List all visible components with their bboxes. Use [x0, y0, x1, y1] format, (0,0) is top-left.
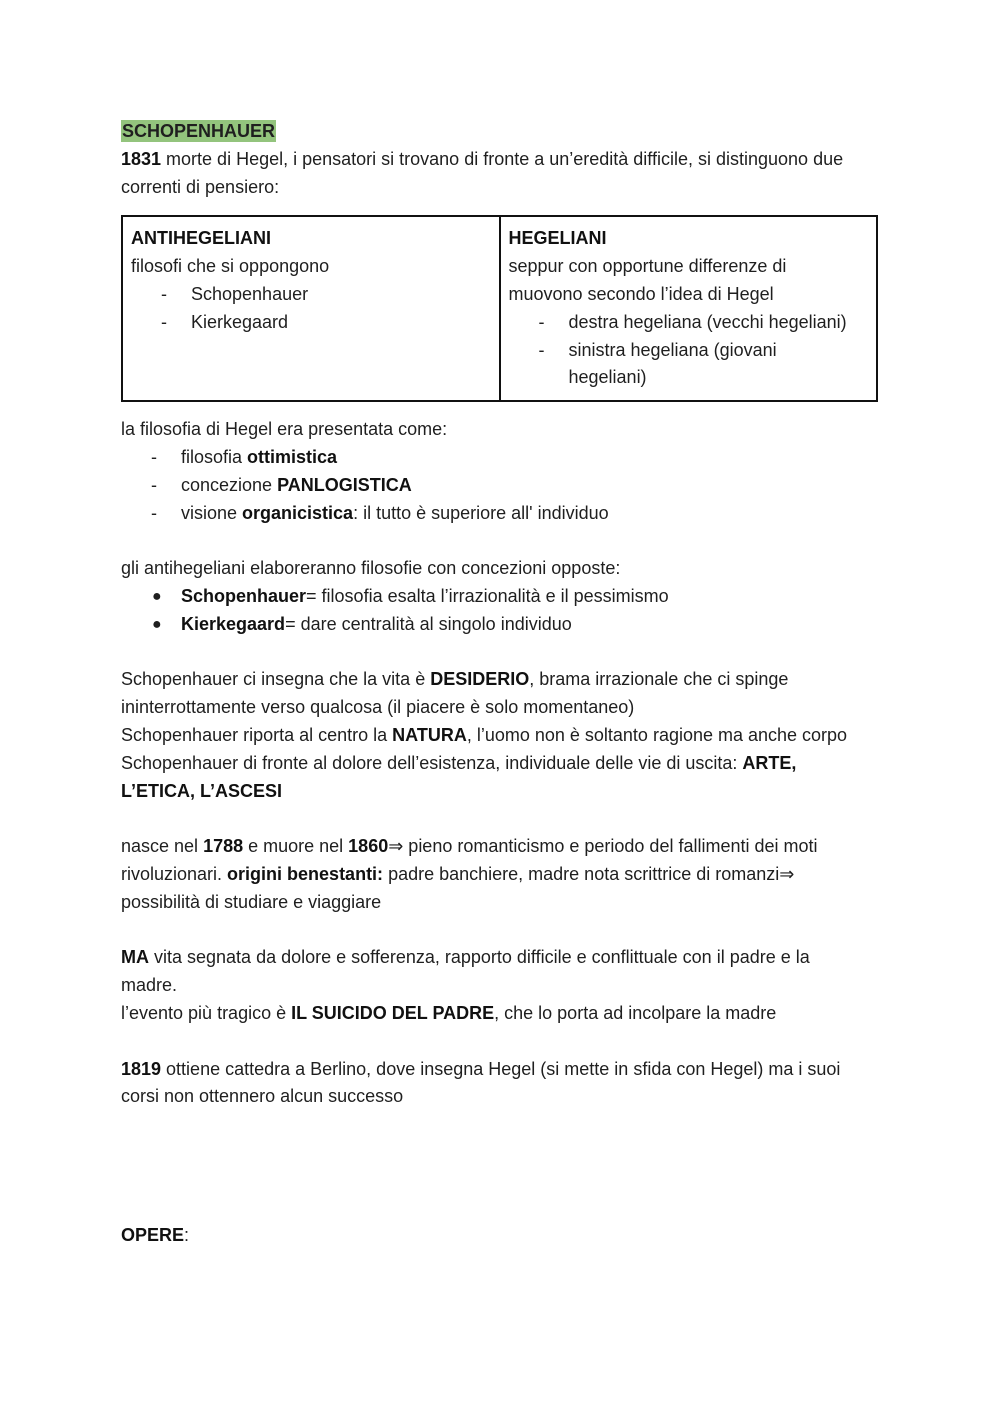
- intro-line-1: 1831 morte di Hegel, i pensatori si trovano di fronte a un’eredità difficile, si distinguono due: [121, 148, 844, 169]
- list-item: - Kierkegaard: [161, 311, 289, 332]
- desire-line-4: Schopenhauer di fronte al dolore dell’esistenza, individuale delle vie di uscita: ARTE,: [121, 752, 797, 773]
- comparison-table: [121, 215, 878, 402]
- pain-line-1: MA vita segnata da dolore e sofferenza, rapporto difficile e conflittuale con il padre e la: [121, 947, 810, 968]
- list-item: - Schopenhauer: [161, 283, 309, 304]
- antihegelian-subtitle: filosofi che si oppongono: [131, 256, 330, 277]
- list-item: - destra hegeliana (vecchi hegeliani): [538, 311, 847, 332]
- list-item: - filosofia ottimistica: [151, 446, 338, 467]
- list-item: ● Schopenhauer= filosofia esalta l’irrazionalità e il pessimismo: [152, 585, 669, 606]
- anti-intro: gli antihegeliani elaboreranno filosofie con concezioni opposte:: [121, 558, 621, 579]
- desire-line-5: L’ETICA, L’ASCESI: [121, 780, 283, 801]
- desire-line-2: ininterrottamente verso qualcosa (il piacere è solo momentaneo): [121, 697, 635, 718]
- bio-line-2: rivoluzionari. origini benestanti: padre banchiere, madre nota scrittrice di romanzi⇒: [121, 863, 795, 884]
- hegelian-desc-1: seppur con opportune differenze di: [508, 256, 787, 277]
- pain-line-2: madre.: [121, 975, 178, 996]
- berlin-line-2: corsi non ottennero alcun successo: [121, 1086, 404, 1107]
- hegel-intro: la filosofia di Hegel era presentata come:: [121, 419, 448, 440]
- works-heading: OPERE:: [121, 1225, 190, 1246]
- desire-line-3: Schopenhauer riporta al centro la NATURA, l’uomo non è soltanto ragione ma anche corpo: [121, 724, 848, 745]
- document-page: [121, 118, 881, 1250]
- antihegelian-heading: ANTIHEGELIANI: [131, 228, 272, 249]
- document-title: SCHOPENHAUER: [122, 121, 276, 141]
- bio-line-1: nasce nel 1788 e muore nel 1860⇒ pieno romanticismo e periodo del fallimenti dei moti: [121, 836, 818, 857]
- list-item: - concezione PANLOGISTICA: [151, 474, 412, 495]
- hegelian-desc-2: muovono secondo l’idea di Hegel: [508, 283, 774, 304]
- hegelian-heading: HEGELIANI: [508, 228, 607, 249]
- intro-year: 1831: [121, 148, 162, 169]
- list-item: ● Kierkegaard= dare centralità al singolo individuo: [152, 613, 572, 634]
- intro-line-2: correnti di pensiero:: [121, 176, 280, 197]
- list-item: - visione organicistica: il tutto è superiore all' individuo: [151, 502, 609, 523]
- title-line: [121, 118, 881, 146]
- berlin-line-1: 1819 ottiene cattedra a Berlino, dove insegna Hegel (si mette in sfida con Hegel) ma i suoi: [121, 1058, 841, 1079]
- pain-line-3: l’evento più tragico è IL SUICIDO DEL PADRE, che lo porta ad incolpare la madre: [121, 1002, 777, 1023]
- list-item-continuation: hegeliani): [568, 367, 647, 388]
- bio-line-3: possibilità di studiare e viaggiare: [121, 891, 382, 912]
- antihegelian-cell: [122, 216, 500, 401]
- list-item: - sinistra hegeliana (giovani: [538, 339, 777, 360]
- hegelian-cell: [500, 216, 878, 401]
- desire-line-1: Schopenhauer ci insegna che la vita è DESIDERIO, brama irrazionale che ci spinge: [121, 669, 789, 690]
